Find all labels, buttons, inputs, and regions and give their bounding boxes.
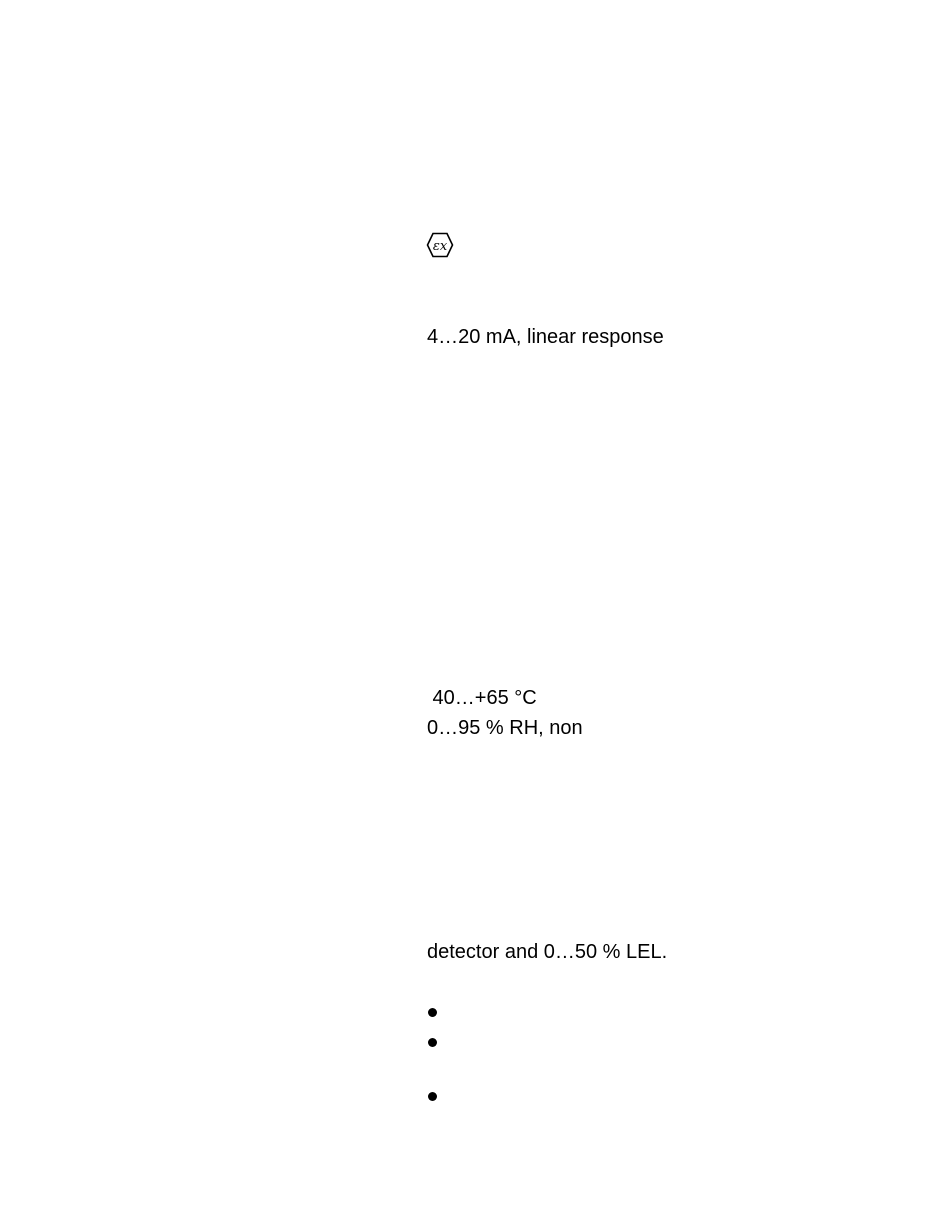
bullet-point-icon — [428, 1008, 437, 1017]
operating-humidity-text: 0…95 % RH, non — [427, 717, 583, 739]
ex-hexagon-icon — [426, 232, 454, 258]
measuring-range-text: detector and 0…50 % LEL. — [427, 941, 668, 963]
bullet-point-icon — [428, 1092, 437, 1101]
output-signal-text: 4…20 mA, linear response — [427, 326, 664, 348]
operating-temperature-text: 40…+65 °C — [427, 687, 537, 709]
bullet-point-icon — [428, 1038, 437, 1047]
svg-text:εx: εx — [432, 239, 448, 254]
